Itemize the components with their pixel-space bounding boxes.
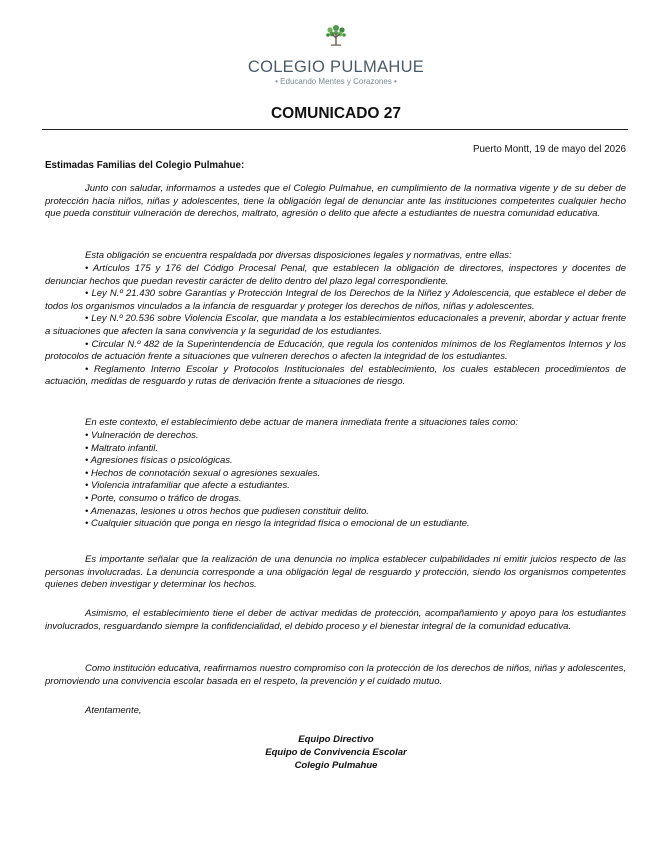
page-title: COMUNICADO 27 xyxy=(270,105,402,122)
situations-intro-text: En este contexto, el establecimiento debe actuar de manera inmediata frente a situaciones tales como: xyxy=(85,417,519,428)
paragraph-denuncia xyxy=(45,554,626,592)
paragraph-intro xyxy=(45,183,626,221)
list-item: • Porte, consumo o tráfico de drogas. xyxy=(85,492,242,504)
list-item: • Violencia intrafamiliar que afecte a estudiantes. xyxy=(85,480,290,492)
school-name: COLEGIO PULMAHUE xyxy=(247,58,425,76)
school-logo xyxy=(0,22,672,53)
title-divider xyxy=(42,129,628,130)
list-item: • Ley N.º 21.430 sobre Garantías y Protección Integral de los Derechos de la Niñez y Adolescencia, que establece el deber de todos los organismos vinculados a la infancia de resguardar y proteger los derechos de niños, niñas y adolescentes. xyxy=(45,288,626,312)
legal-basis-intro xyxy=(45,250,626,263)
letter-closing: Atentamente, xyxy=(85,705,142,716)
school-tagline: • Educando Mentes y Corazones • xyxy=(275,77,397,86)
list-item: • Hechos de connotación sexual o agresiones sexuales. xyxy=(85,467,321,479)
list-item: • Ley N.º 20.536 sobre Violencia Escolar, que mandata a los establecimientos educacionales a prevenir, abordar y actuar frente a situaciones que afecten la sana convivencia y la seguridad de los estudiantes. xyxy=(45,313,626,337)
paragraph-intro-text: Junto con saludar, informamos a ustedes que el Colegio Pulmahue, en cumplimiento de la normativa vigente y de su deber de protección hacia niños, niñas y adolescentes, tiene la obligación legal de denunciar ante las instituciones competentes cualquier hecho que pueda constituir vulneración de derechos, maltrato, agresión o delito que afecte a estudiantes de nuestra comunidad educativa. xyxy=(45,183,626,220)
letter-date: Puerto Montt, 19 de mayo del 2026 xyxy=(472,144,626,155)
list-item: • Amenazas, lesiones u otros hechos que pudiesen constituir delito. xyxy=(85,505,369,517)
list-item: • Circular N.º 482 de la Superintendencia de Educación, que regula los contenidos mínimos de los Reglamentos Internos y los protocolos de actuación frente a situaciones que vulneren derechos o afecten la integridad de los estudiantes. xyxy=(45,338,626,363)
list-item: • Cualquier situación que ponga en riesgo la integridad física o emocional de un estudiante. xyxy=(85,518,470,530)
list-item: • Artículos 175 y 176 del Código Procesal Penal, que establecen la obligación de directores, inspectores y docentes de denunciar hechos que puedan revestir carácter de delito dentro del plazo legal correspondiente. xyxy=(45,263,626,287)
paragraph-compromiso xyxy=(45,663,626,688)
paragraph-medidas xyxy=(45,608,626,633)
list-item: • Reglamento Interno Escolar y Protocolos Institucionales del establecimiento, los cuales establecen procedimientos de actuación, medidas de resguardo y rutas de derivación frente a situaciones de riesgo. xyxy=(45,363,626,388)
letter-greeting: Estimadas Familias del Colegio Pulmahue: xyxy=(45,160,245,171)
signature-line: Equipo Directivo xyxy=(298,734,374,745)
list-item: • Vulneración de derechos. xyxy=(85,430,199,441)
situations-intro xyxy=(45,417,626,430)
legal-basis-intro-text: Esta obligación se encuentra respaldada por diversas disposiciones legales y normativas, entre ellas: xyxy=(85,250,512,261)
list-item: • Maltrato infantil. xyxy=(85,442,159,454)
situations-list xyxy=(45,430,626,531)
legal-items-list xyxy=(45,263,626,389)
paragraph-medidas-text: Asimismo, el establecimiento tiene el deber de activar medidas de protección, acompañamiento y apoyo para los estudiantes involucrados, resguardando siempre la confidencialidad, el debido proceso y el bienestar integral de la comunidad educativa. xyxy=(45,608,626,632)
list-item: • Agresiones físicas o psicológicas. xyxy=(85,455,233,467)
signature-line: Colegio Pulmahue xyxy=(294,760,378,771)
signature-line: Equipo de Convivencia Escolar xyxy=(265,747,407,758)
tree-logo-icon xyxy=(323,22,349,48)
signature-block xyxy=(0,733,672,772)
paragraph-denuncia-text: Es importante señalar que la realización de una denuncia no implica establecer culpabilidades ni emitir juicios respecto de las personas involucradas. La denuncia corresponde a una obligación legal de resguardo y protección, siendo los organismos competentes quienes deben investigar y determinar los hechos. xyxy=(45,554,626,591)
paragraph-compromiso-text: Como institución educativa, reafirmamos nuestro compromiso con la protección de los derechos de niños, niñas y adolescentes, promoviendo una convivencia escolar basada en el respeto, la prevención y el cuidado mutuo. xyxy=(45,663,626,687)
